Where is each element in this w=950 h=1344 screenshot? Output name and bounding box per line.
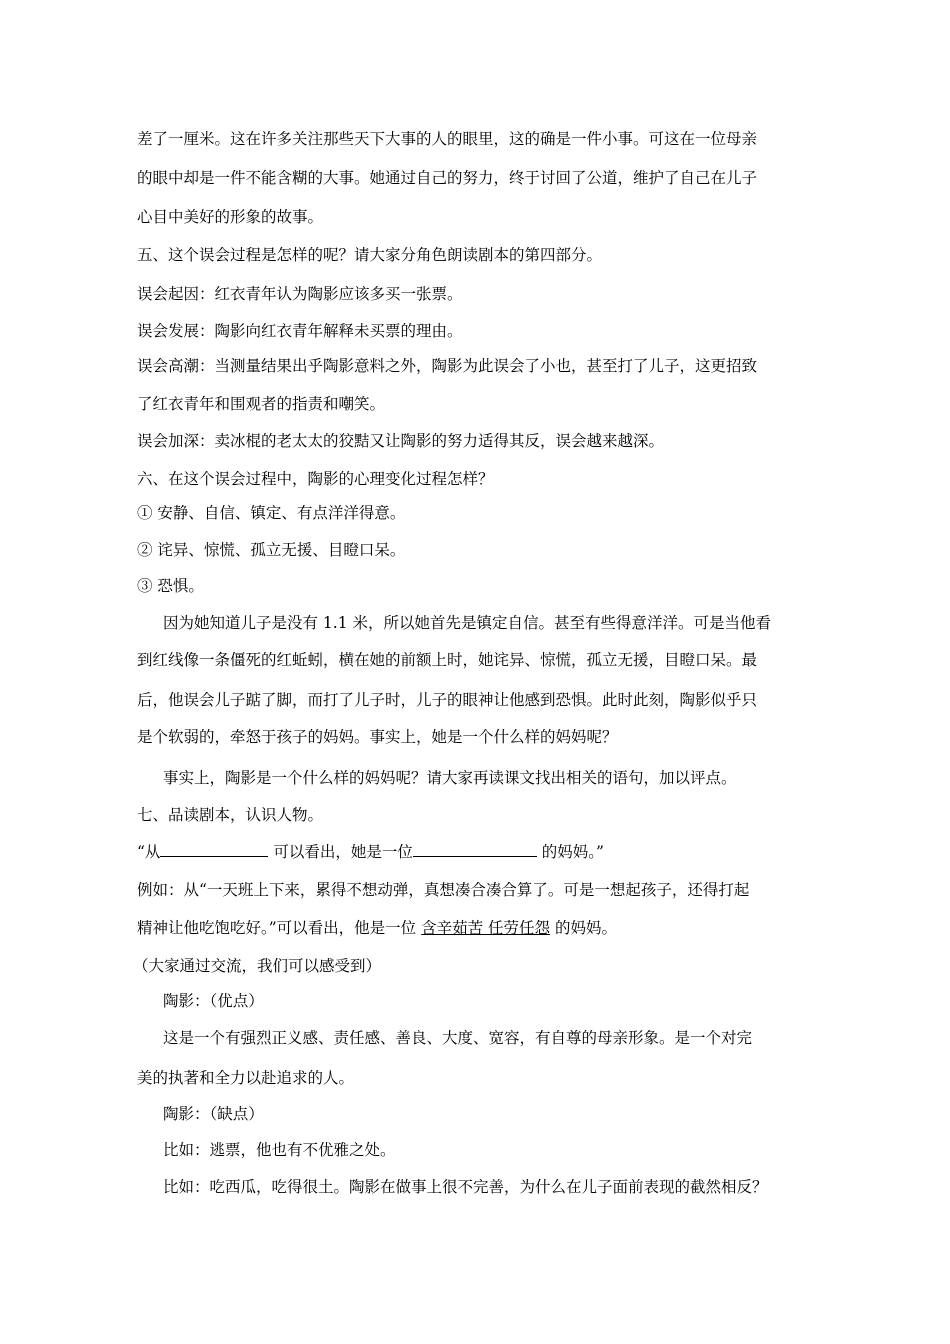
fault-example-1: 比如：逃票，他也有不优雅之处。 bbox=[163, 1141, 396, 1159]
example-part-c: 的妈妈。 bbox=[550, 919, 617, 937]
template-part-b: 可以看出，她是一位 bbox=[268, 843, 413, 861]
list-item-2: ② 诧异、惊慌、孤立无援、目瞪口呆。 bbox=[137, 541, 406, 559]
example-part-a: 精神让他吃饱吃好。”可以看出，他是一位 bbox=[137, 919, 422, 937]
fault-example-2: 比如：吃西瓜，吃得很土。陶影在做事上很不完善，为什么在儿子面前表现的截然相反？ bbox=[163, 1178, 768, 1196]
paragraph-line: 美的执著和全力以赴追求的人。 bbox=[137, 1069, 355, 1087]
paragraph-line: 这是一个有强烈正义感、责任感、善良、大度、宽容，有自尊的母亲形象。是一个对完 bbox=[163, 1029, 753, 1047]
section-heading-7: 七、品读剧本，认识人物。 bbox=[137, 806, 324, 824]
paragraph-line: 的眼中却是一件不能含糊的大事。她通过自己的努力，终于讨回了公道，维护了自己在儿子 bbox=[137, 169, 758, 187]
list-item-1: ① 安静、自信、镇定、有点洋洋得意。 bbox=[137, 504, 406, 522]
example-line: 例如：从“一天班上下来，累得不想动弹，真想凑合凑合算了。可是一想起孩子，还得打起 bbox=[137, 881, 750, 899]
list-item-3: ③ 恐惧。 bbox=[137, 577, 204, 595]
template-part-a: “从 bbox=[137, 843, 161, 861]
paragraph-line: 心目中美好的形象的故事。 bbox=[137, 208, 324, 226]
misunderstanding-climax-cont: 了红衣青年和围观者的指责和嘲笑。 bbox=[137, 395, 386, 413]
merit-heading: 陶影：（优点） bbox=[163, 992, 264, 1010]
paragraph-line: 是个软弱的，牵怒于孩子的妈妈。事实上，她是一个什么样的妈妈呢？ bbox=[137, 728, 618, 746]
paragraph-line: 因为她知道儿子是没有 1.1 米，所以她首先是镇定自信。甚至有些得意洋洋。可是当他看 bbox=[163, 614, 772, 632]
section-heading-5: 五、这个误会过程是怎样的呢？请大家分角色朗读剧本的第四部分。 bbox=[137, 246, 603, 264]
section-heading-6: 六、在这个误会过程中，陶影的心理变化过程怎样？ bbox=[137, 470, 494, 488]
underlined-answer: 含辛茹苦 任劳任怨 bbox=[421, 919, 551, 937]
misunderstanding-cause: 误会起因：红衣青年认为陶影应该多买一张票。 bbox=[137, 285, 463, 303]
template-part-c: 的妈妈。” bbox=[536, 843, 604, 861]
paragraph-line: 到红线像一条僵死的红蚯蚓，横在她的前额上时，她诧异、惊慌，孤立无援，目瞪口呆。最 bbox=[137, 651, 758, 669]
misunderstanding-deepening: 误会加深：卖冰棍的老太太的狡黠又让陶影的努力适得其反，误会越来越深。 bbox=[137, 432, 665, 450]
misunderstanding-development: 误会发展：陶影向红衣青年解释未买票的理由。 bbox=[137, 322, 463, 340]
fault-heading: 陶影：（缺点） bbox=[163, 1105, 264, 1123]
note-line: （大家通过交流，我们可以感受到） bbox=[133, 957, 382, 975]
blank-line bbox=[160, 842, 268, 857]
paragraph-line: 差了一厘米。这在许多关注那些天下大事的人的眼里，这的确是一件小事。可这在一位母亲 bbox=[137, 130, 758, 148]
blank-line bbox=[413, 842, 537, 857]
paragraph-line: 后，他误会儿子踮了脚，而打了儿子时，儿子的眼神让他感到恐惧。此时此刻，陶影似乎只 bbox=[137, 691, 758, 709]
misunderstanding-climax: 误会高潮：当测量结果出乎陶影意料之外，陶影为此误会了小也，甚至打了儿子，这更招致 bbox=[137, 357, 758, 375]
paragraph-line: 事实上，陶影是一个什么样的妈妈呢？请大家再读课文找出相关的语句，加以评点。 bbox=[163, 769, 737, 787]
fill-in-template bbox=[137, 842, 827, 862]
example-line-2 bbox=[137, 918, 827, 938]
